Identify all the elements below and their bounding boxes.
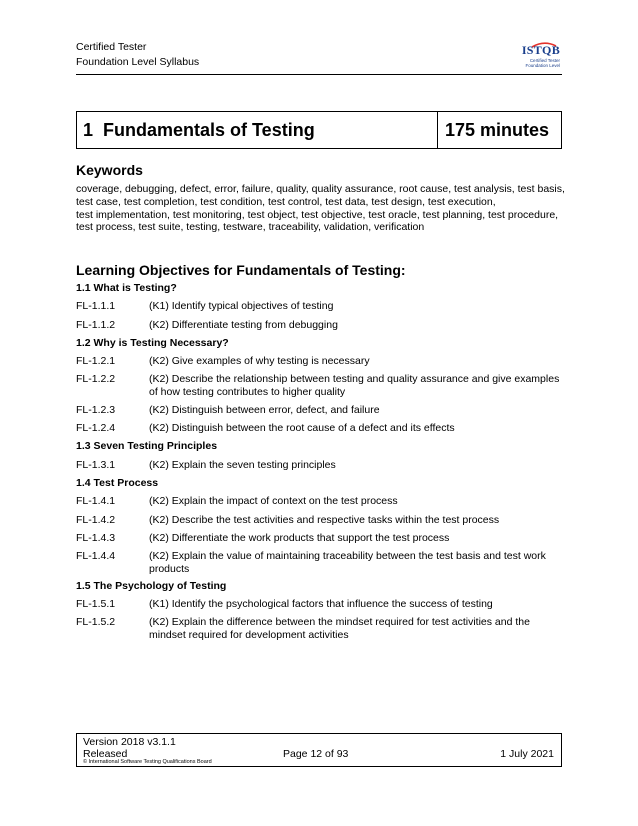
keywords-line: test case, test completion, test condition, test control, test data, test design, test execution,	[76, 195, 496, 208]
chapter-title-box	[76, 111, 562, 149]
objective-code: FL-1.5.1	[76, 598, 116, 610]
keywords-line: coverage, debugging, defect, error, failure, quality, quality assurance, root cause, test analysis, test basis,	[76, 183, 565, 195]
objective-text: (K2) Differentiate testing from debugging	[149, 319, 338, 331]
logo-wordmark: ISTQB	[521, 43, 560, 57]
logo-subtitle-line2: Foundation Level	[525, 63, 560, 68]
learning-objectives-heading: Learning Objectives for Fundamentals of Testing:	[76, 262, 406, 278]
objective-text: (K2) Explain the impact of context on the test process	[149, 495, 398, 507]
objective-text: (K2) Explain the difference between the mindset required for test activities and the mindset required for development activities	[149, 616, 530, 641]
section-heading-1-4: 1.4 Test Process	[76, 477, 159, 489]
objective-text: (K2) Give examples of why testing is necessary	[149, 355, 370, 367]
section-heading-1-5: 1.5 The Psychology of Testing	[76, 580, 227, 592]
objective-text: (K2) Describe the test activities and respective tasks within the test process	[149, 514, 500, 526]
objective-text: (K2) Distinguish between the root cause of a defect and its effects	[149, 422, 455, 434]
objective-code: FL-1.4.2	[76, 514, 116, 526]
objective-code: FL-1.2.2	[76, 373, 116, 385]
footer-status: Released	[83, 748, 128, 760]
section-heading-1-2: 1.2 Why is Testing Necessary?	[76, 337, 229, 349]
page-header	[76, 40, 562, 75]
page-footer	[76, 733, 562, 767]
objective-code: FL-1.2.4	[76, 422, 116, 434]
objective-text: (K1) Identify the psychological factors that influence the success of testing	[149, 598, 493, 610]
footer-copyright: © International Software Testing Qualifications Board	[83, 759, 212, 765]
objective-code: FL-1.5.2	[76, 616, 116, 628]
objective-code: FL-1.1.2	[76, 319, 116, 331]
objective-text: (K2) Distinguish between error, defect, and failure	[149, 404, 380, 416]
keywords-list	[76, 183, 566, 234]
objective-code: FL-1.2.1	[76, 355, 116, 367]
chapter-number: 1	[83, 120, 94, 140]
chapter-duration: 175 minutes	[445, 120, 550, 140]
objective-code: FL-1.3.1	[76, 459, 116, 471]
chapter-title	[77, 112, 438, 148]
objective-text: (K2) Explain the value of maintaining traceability between the test basis and test work products	[149, 550, 546, 575]
logo-subtitle-line1: Certified Tester	[529, 58, 560, 63]
objective-text: (K2) Explain the seven testing principles	[149, 459, 336, 471]
objective-text: (K1) Identify typical objectives of testing	[149, 300, 334, 312]
objective-code: FL-1.1.1	[76, 300, 116, 312]
header-title-line2: Foundation Level Syllabus	[76, 56, 200, 68]
objective-code: FL-1.4.4	[76, 550, 116, 562]
chapter-title-text: Fundamentals of Testing	[103, 120, 315, 140]
keywords-line: test process, test suite, testing, testware, traceability, validation, verification	[76, 221, 425, 234]
section-heading-1-3: 1.3 Seven Testing Principles	[76, 440, 218, 452]
footer-date: 1 July 2021	[500, 748, 554, 760]
keywords-heading: Keywords	[76, 162, 143, 178]
istqb-logo	[516, 43, 560, 69]
objective-code: FL-1.2.3	[76, 404, 116, 416]
objective-code: FL-1.4.3	[76, 532, 116, 544]
header-title-line1: Certified Tester	[76, 41, 147, 53]
objective-code: FL-1.4.1	[76, 495, 116, 507]
section-heading-1-1: 1.1 What is Testing?	[76, 282, 177, 294]
objective-text: (K2) Differentiate the work products that support the test process	[149, 532, 450, 544]
objective-text: (K2) Describe the relationship between testing and quality assurance and give examples of how testing contributes to higher quality	[149, 373, 560, 398]
footer-version: Version 2018 v3.1.1	[83, 736, 176, 748]
keywords-line: test implementation, test monitoring, test object, test objective, test oracle, test planning, test procedure,	[76, 208, 559, 221]
footer-page-number: Page 12 of 93	[283, 748, 349, 760]
logo-subtitle	[525, 58, 560, 68]
